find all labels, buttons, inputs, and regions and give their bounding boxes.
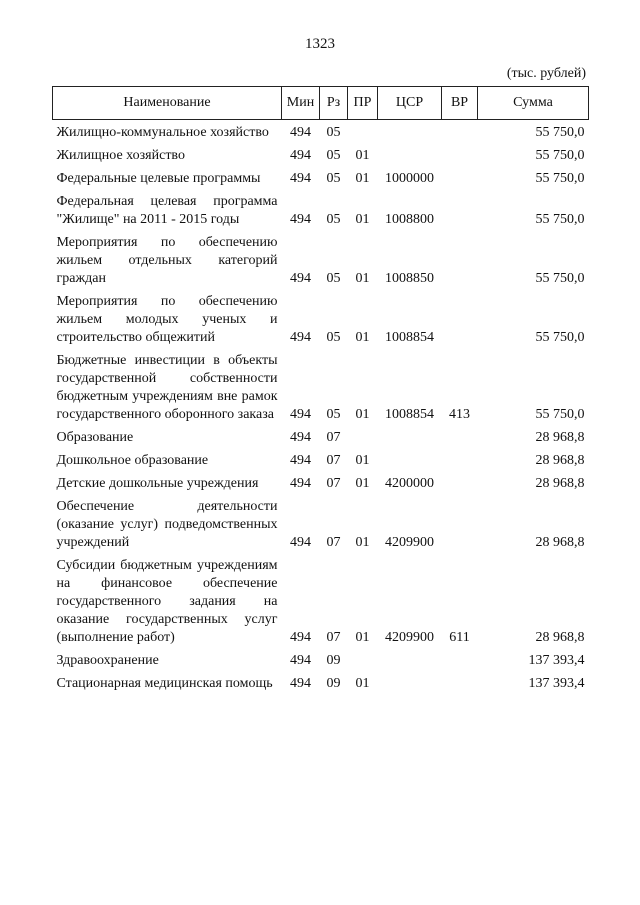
row-vr	[442, 447, 478, 470]
row-csr	[378, 647, 442, 670]
row-min: 494	[290, 330, 311, 345]
row-rz: 05	[326, 407, 341, 422]
row-name: Стационарная медицинская помощь	[56, 676, 273, 691]
row-pr: 01	[355, 453, 370, 468]
row-min: 494	[290, 430, 311, 445]
header-min: Мин	[282, 87, 320, 120]
row-pr: 01	[355, 271, 370, 286]
row-csr: 1008800	[385, 212, 434, 227]
table-row	[53, 229, 589, 288]
row-name: Обеспечение деятельности (оказание услуг) подведомственных учреждений	[56, 499, 278, 550]
row-name: Жилищно-коммунальное хозяйство	[56, 125, 269, 140]
row-vr	[442, 229, 478, 288]
row-name: Образование	[56, 430, 134, 445]
table-row	[53, 493, 589, 552]
row-pr	[348, 647, 378, 670]
row-pr	[348, 424, 378, 447]
row-csr: 4200000	[385, 476, 434, 491]
row-csr	[378, 120, 442, 143]
row-rz: 07	[326, 453, 341, 468]
row-rz: 05	[326, 271, 341, 286]
row-pr: 01	[355, 330, 370, 345]
row-vr	[442, 647, 478, 670]
row-csr	[378, 670, 442, 693]
header-csr: ЦСР	[378, 87, 442, 120]
row-csr	[378, 142, 442, 165]
row-name: Федеральная целевая программа "Жилище" на 2011 - 2015 годы	[56, 194, 278, 227]
row-name: Бюджетные инвестиции в объекты государственной собственности бюджетным учреждениям вне рамок государственного оборонного заказа	[56, 353, 278, 422]
row-sum: 55 750,0	[535, 271, 585, 286]
row-rz: 05	[326, 148, 341, 163]
row-min: 494	[290, 476, 311, 491]
row-sum: 55 750,0	[535, 330, 585, 345]
table-row	[53, 142, 589, 165]
row-sum: 28 968,8	[535, 453, 585, 468]
row-vr: 611	[449, 630, 470, 645]
row-sum: 55 750,0	[535, 407, 585, 422]
table-row	[53, 552, 589, 647]
header-name: Наименование	[53, 87, 282, 120]
row-min: 494	[290, 125, 311, 140]
table-row	[53, 347, 589, 424]
row-sum: 55 750,0	[535, 171, 585, 186]
table-row	[53, 120, 589, 143]
row-pr: 01	[355, 535, 370, 550]
row-sum: 28 968,8	[535, 535, 585, 550]
row-min: 494	[290, 630, 311, 645]
row-name: Мероприятия по обеспечению жильем молодых ученых и строительство общежитий	[56, 294, 278, 345]
row-sum: 137 393,4	[528, 653, 585, 668]
row-pr: 01	[355, 148, 370, 163]
row-csr: 4209900	[385, 630, 434, 645]
budget-table	[52, 86, 589, 693]
table-row	[53, 447, 589, 470]
row-vr	[442, 120, 478, 143]
row-min: 494	[290, 407, 311, 422]
table-row	[53, 288, 589, 347]
row-min: 494	[290, 453, 311, 468]
row-rz: 09	[326, 676, 341, 691]
table-row	[53, 424, 589, 447]
row-min: 494	[290, 653, 311, 668]
row-rz: 05	[326, 330, 341, 345]
table-row	[53, 647, 589, 670]
row-csr	[378, 424, 442, 447]
row-name: Субсидии бюджетным учреждениям на финансовое обеспечение государственного задания на оказание государственных услуг (выполнение работ)	[56, 558, 278, 645]
row-sum: 28 968,8	[535, 630, 585, 645]
row-name: Детские дошкольные учреждения	[56, 476, 259, 491]
row-vr	[442, 424, 478, 447]
units-label: (тыс. рублей)	[506, 66, 586, 81]
row-pr: 01	[355, 171, 370, 186]
row-min: 494	[290, 676, 311, 691]
row-vr	[442, 165, 478, 188]
row-csr: 4209900	[385, 535, 434, 550]
row-csr: 1008850	[385, 271, 434, 286]
row-name: Здравоохранение	[56, 653, 159, 668]
row-vr	[442, 493, 478, 552]
row-pr	[348, 120, 378, 143]
row-sum: 55 750,0	[535, 125, 585, 140]
row-vr	[442, 670, 478, 693]
row-vr	[442, 288, 478, 347]
row-rz: 05	[326, 125, 341, 140]
row-pr: 01	[355, 407, 370, 422]
row-min: 494	[290, 148, 311, 163]
row-pr: 01	[355, 676, 370, 691]
row-vr: 413	[449, 407, 470, 422]
row-min: 494	[290, 212, 311, 227]
row-rz: 07	[326, 630, 341, 645]
row-vr	[442, 470, 478, 493]
row-csr: 1000000	[385, 171, 434, 186]
row-rz: 09	[326, 653, 341, 668]
row-name: Мероприятия по обеспечению жильем отдельных категорий граждан	[56, 235, 278, 286]
row-min: 494	[290, 535, 311, 550]
row-csr: 1008854	[385, 330, 434, 345]
row-rz: 07	[326, 476, 341, 491]
row-pr: 01	[355, 212, 370, 227]
table-row	[53, 470, 589, 493]
row-min: 494	[290, 271, 311, 286]
table-row	[53, 165, 589, 188]
row-name: Федеральные целевые программы	[56, 171, 261, 186]
table-header-row	[53, 87, 589, 120]
row-name: Жилищное хозяйство	[56, 148, 185, 163]
row-vr	[442, 142, 478, 165]
header-rz: Рз	[320, 87, 348, 120]
row-csr: 1008854	[385, 407, 434, 422]
row-sum: 28 968,8	[535, 476, 585, 491]
row-rz: 05	[326, 212, 341, 227]
table-row	[53, 670, 589, 693]
row-rz: 05	[326, 171, 341, 186]
row-pr: 01	[355, 630, 370, 645]
row-rz: 07	[326, 535, 341, 550]
row-sum: 55 750,0	[535, 212, 585, 227]
row-csr	[378, 447, 442, 470]
table-row	[53, 188, 589, 229]
row-sum: 55 750,0	[535, 148, 585, 163]
row-min: 494	[290, 171, 311, 186]
row-rz: 07	[326, 430, 341, 445]
header-sum: Сумма	[478, 87, 589, 120]
row-pr: 01	[355, 476, 370, 491]
row-sum: 137 393,4	[528, 676, 585, 691]
row-vr	[442, 188, 478, 229]
row-name: Дошкольное образование	[56, 453, 209, 468]
page-number: 1323	[305, 36, 335, 52]
header-pr: ПР	[348, 87, 378, 120]
header-vr: ВР	[442, 87, 478, 120]
row-sum: 28 968,8	[535, 430, 585, 445]
